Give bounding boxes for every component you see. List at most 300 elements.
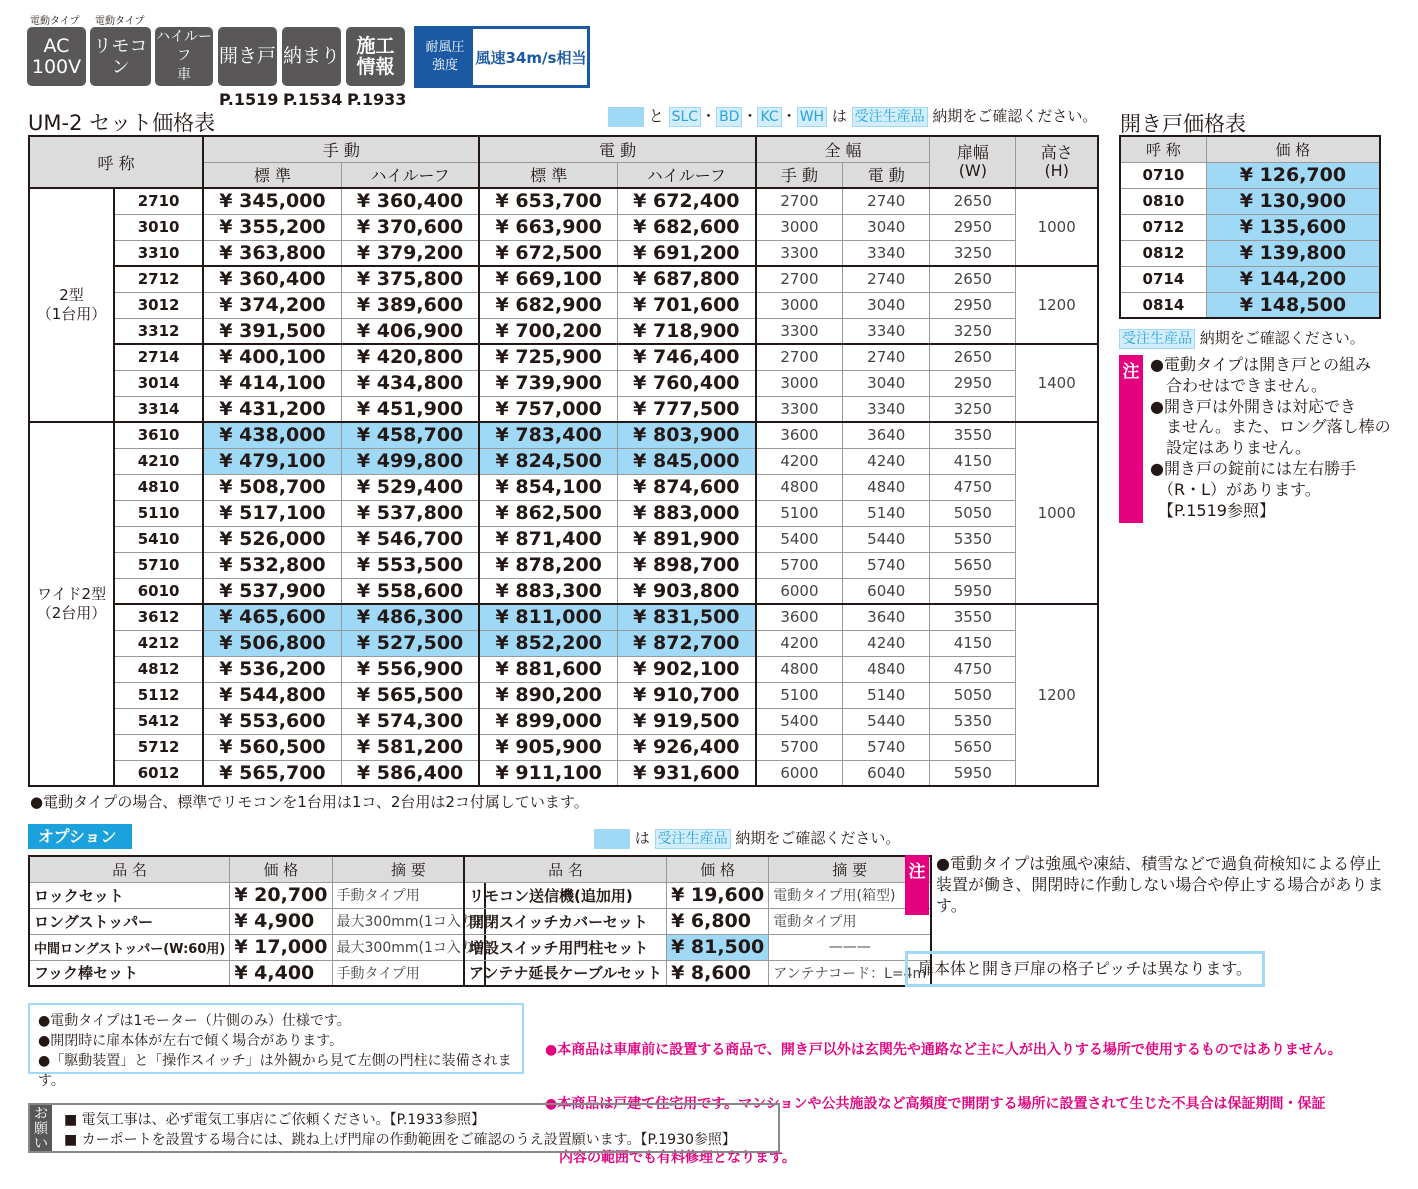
- door-width: 5950: [930, 760, 1016, 786]
- table-row: [1120, 240, 1380, 266]
- option-price: ¥ 81,500: [667, 934, 769, 960]
- col-electric-highroof: ハイルーフ: [618, 162, 756, 188]
- door-col-name: 呼 称: [1120, 136, 1206, 162]
- width-manual: 6000: [756, 578, 843, 604]
- price-manual-standard: ¥ 544,800: [203, 682, 341, 708]
- price-electric-standard: ¥ 653,700: [479, 188, 617, 214]
- price-electric-highroof: ¥ 760,400: [618, 370, 756, 396]
- width-electric: 4240: [843, 448, 930, 474]
- price-electric-highroof: ¥ 931,600: [618, 760, 756, 786]
- price-manual-standard: ¥ 479,100: [203, 448, 341, 474]
- price-manual-standard: ¥ 363,800: [203, 240, 341, 266]
- table-row: [464, 960, 931, 986]
- width-electric: 3340: [843, 396, 930, 422]
- price-electric-highroof: ¥ 831,500: [618, 604, 756, 630]
- product-code: 2714: [114, 344, 203, 370]
- width-manual: 4200: [756, 630, 843, 656]
- table-row: [464, 908, 931, 934]
- price-electric-standard: ¥ 757,000: [479, 396, 617, 422]
- door-width: 5050: [930, 682, 1016, 708]
- price-manual-highroof: ¥ 527,500: [341, 630, 479, 656]
- price-electric-highroof: ¥ 891,900: [618, 526, 756, 552]
- option-name: 開閉スイッチカバーセット: [464, 908, 667, 934]
- price-manual-highroof: ¥ 406,900: [341, 318, 479, 344]
- price-manual-highroof: ¥ 451,900: [341, 396, 479, 422]
- height-value: 1400: [1016, 344, 1098, 422]
- set-footnote: ●電動タイプの場合、標準でリモコンを1台用は1コ、2台用は2コ付属しています。: [30, 793, 589, 811]
- table-row: [29, 474, 1098, 500]
- col-door-width: 扉幅 (W): [930, 136, 1016, 188]
- product-code: 5410: [114, 526, 203, 552]
- table-row: [29, 960, 485, 986]
- height-value: 1200: [1016, 604, 1098, 786]
- table-row: [1120, 266, 1380, 292]
- price-electric-standard: ¥ 854,100: [479, 474, 617, 500]
- badge-remocon: リモコン: [90, 27, 151, 86]
- price-electric-standard: ¥ 883,300: [479, 578, 617, 604]
- table-row: [29, 396, 1098, 422]
- option-name: フック棒セット: [29, 960, 230, 986]
- product-code: 3014: [114, 370, 203, 396]
- width-electric: 2740: [843, 188, 930, 214]
- page-ref-1: P.1519: [219, 90, 279, 109]
- price-electric-highroof: ¥ 682,600: [618, 214, 756, 240]
- product-code: 3314: [114, 396, 203, 422]
- option-name: リモコン送信機(追加用): [464, 882, 667, 908]
- price-manual-standard: ¥ 360,400: [203, 266, 341, 292]
- door-notes: [1150, 355, 1391, 521]
- option-summary: 手動タイプ用: [332, 882, 485, 908]
- price-electric-highroof: ¥ 691,200: [618, 240, 756, 266]
- table-row: [29, 292, 1098, 318]
- request-box: [28, 1103, 780, 1153]
- door-width: 2650: [930, 266, 1016, 292]
- door-width: 3250: [930, 396, 1016, 422]
- product-code: 4812: [114, 656, 203, 682]
- product-code: 5110: [114, 500, 203, 526]
- option-summary: 手動タイプ用: [332, 960, 485, 986]
- door-note-line: （R・L）があります。: [1150, 479, 1321, 499]
- opt-left-col-name: 品 名: [29, 856, 230, 882]
- door-price: ¥ 148,500: [1206, 292, 1380, 318]
- width-electric: 2740: [843, 344, 930, 370]
- price-manual-standard: ¥ 517,100: [203, 500, 341, 526]
- door-width: 2950: [930, 370, 1016, 396]
- warnings: [545, 1005, 1395, 1185]
- door-price-table: [1119, 135, 1381, 319]
- price-manual-highroof: ¥ 574,300: [341, 708, 479, 734]
- price-manual-highroof: ¥ 565,500: [341, 682, 479, 708]
- width-electric: 5440: [843, 526, 930, 552]
- pitch-note: 扉本体と開き戸扉の格子ピッチは異なります。: [905, 951, 1265, 987]
- width-manual: 5400: [756, 708, 843, 734]
- product-code: 3012: [114, 292, 203, 318]
- table-row: [29, 734, 1098, 760]
- door-width: 5050: [930, 500, 1016, 526]
- width-electric: 3640: [843, 604, 930, 630]
- warning-3: 内容の範囲でも有料修理となります。: [545, 1150, 796, 1166]
- door-note-line: ●電動タイプは開き戸との組み: [1150, 355, 1372, 374]
- table-row: [29, 266, 1098, 292]
- option-summary: 電動タイプ用: [769, 908, 931, 934]
- price-electric-highroof: ¥ 845,000: [618, 448, 756, 474]
- width-electric: 4840: [843, 474, 930, 500]
- width-electric: 6040: [843, 760, 930, 786]
- product-code: 6012: [114, 760, 203, 786]
- price-manual-highroof: ¥ 434,800: [341, 370, 479, 396]
- door-width: 5350: [930, 708, 1016, 734]
- product-code: 6010: [114, 578, 203, 604]
- price-manual-standard: ¥ 465,600: [203, 604, 341, 630]
- options-table-right: [463, 855, 932, 987]
- option-price: ¥ 19,600: [667, 882, 769, 908]
- price-electric-standard: ¥ 669,100: [479, 266, 617, 292]
- option-name: ロックセット: [29, 882, 230, 908]
- options-note-label: 注: [905, 855, 929, 915]
- door-width: 4150: [930, 448, 1016, 474]
- door-note-label: 注: [1119, 355, 1143, 523]
- col-electric: 電 動: [479, 136, 755, 162]
- legend-dot: ・: [781, 107, 797, 125]
- width-manual: 2700: [756, 266, 843, 292]
- table-row: [29, 630, 1098, 656]
- table-row: [29, 448, 1098, 474]
- price-manual-highroof: ¥ 546,700: [341, 526, 479, 552]
- legend-and: と: [648, 107, 664, 125]
- product-code: 5712: [114, 734, 203, 760]
- type-tag-2: 電動タイプ: [95, 16, 145, 27]
- price-manual-standard: ¥ 506,800: [203, 630, 341, 656]
- legend-text: 納期をご確認ください。: [932, 107, 1098, 125]
- door-note-line: 設定はありません。: [1150, 438, 1311, 458]
- table-row: [29, 578, 1098, 604]
- price-manual-highroof: ¥ 458,700: [341, 422, 479, 448]
- price-manual-highroof: ¥ 581,200: [341, 734, 479, 760]
- door-width: 2650: [930, 344, 1016, 370]
- price-manual-highroof: ¥ 499,800: [341, 448, 479, 474]
- door-col-price: 価 格: [1206, 136, 1380, 162]
- wind-label: 耐風圧 強度: [417, 29, 473, 85]
- table-row: [29, 760, 1098, 786]
- price-electric-highroof: ¥ 701,600: [618, 292, 756, 318]
- door-note-line: ●開き戸は外開きは対応でき: [1150, 396, 1356, 416]
- wind-resistance-box: [414, 26, 590, 88]
- option-name: 増設スイッチ用門柱セット: [464, 934, 667, 960]
- options-title: オプション: [28, 824, 132, 849]
- price-manual-standard: ¥ 553,600: [203, 708, 341, 734]
- door-price: ¥ 135,600: [1206, 214, 1380, 240]
- width-manual: 5400: [756, 526, 843, 552]
- price-electric-standard: ¥ 878,200: [479, 552, 617, 578]
- spec-bullets: [28, 1003, 524, 1089]
- price-manual-standard: ¥ 508,700: [203, 474, 341, 500]
- price-manual-standard: ¥ 537,900: [203, 578, 341, 604]
- table-row: [1120, 188, 1380, 214]
- legend-made-to-order: 受注生産品: [852, 107, 928, 127]
- price-electric-standard: ¥ 852,200: [479, 630, 617, 656]
- options-table-left: [28, 855, 486, 987]
- width-manual: 3300: [756, 318, 843, 344]
- price-electric-standard: ¥ 881,600: [479, 656, 617, 682]
- options-legend-text: 納期をご確認ください。: [735, 829, 901, 847]
- page-ref-2: P.1534: [283, 90, 343, 109]
- price-electric-highroof: ¥ 687,800: [618, 266, 756, 292]
- width-electric: 5740: [843, 734, 930, 760]
- set-legend: [608, 105, 1097, 127]
- door-price: ¥ 139,800: [1206, 240, 1380, 266]
- price-electric-standard: ¥ 890,200: [479, 682, 617, 708]
- price-manual-standard: ¥ 532,800: [203, 552, 341, 578]
- price-electric-standard: ¥ 700,200: [479, 318, 617, 344]
- door-code: 0814: [1120, 292, 1206, 318]
- price-manual-highroof: ¥ 389,600: [341, 292, 479, 318]
- price-electric-highroof: ¥ 898,700: [618, 552, 756, 578]
- table-row: [29, 682, 1098, 708]
- price-manual-standard: ¥ 374,200: [203, 292, 341, 318]
- door-price: ¥ 144,200: [1206, 266, 1380, 292]
- width-electric: 3340: [843, 318, 930, 344]
- spec-bullet-2: ●開閉時に扉本体が左右で傾く場合があります。: [38, 1033, 344, 1049]
- option-price: ¥ 6,800: [667, 908, 769, 934]
- option-price: ¥ 4,900: [230, 908, 332, 934]
- price-manual-standard: ¥ 414,100: [203, 370, 341, 396]
- options-legend-wa: は: [634, 829, 650, 847]
- width-electric: 3340: [843, 240, 930, 266]
- width-manual: 2700: [756, 188, 843, 214]
- table-row: [1120, 292, 1380, 318]
- option-summary: 電動タイプ用(箱型): [769, 882, 931, 908]
- price-manual-highroof: ¥ 529,400: [341, 474, 479, 500]
- height-value: 1200: [1016, 266, 1098, 344]
- table-row: [1120, 162, 1380, 188]
- spec-bullet-1: ●電動タイプは1モーター（片側のみ）仕様です。: [38, 1013, 351, 1029]
- price-manual-highroof: ¥ 586,400: [341, 760, 479, 786]
- badge-ac100v: AC 100V: [27, 27, 86, 86]
- option-price: ¥ 4,400: [230, 960, 332, 986]
- width-electric: 4840: [843, 656, 930, 682]
- legend-dot: ・: [701, 107, 717, 125]
- door-code: 0714: [1120, 266, 1206, 292]
- group-label: ワイド2型 （2台用）: [29, 422, 114, 786]
- col-height: 高さ (H): [1016, 136, 1098, 188]
- table-row: [29, 188, 1098, 214]
- opt-right-col-summary: 摘 要: [769, 856, 931, 882]
- door-code: 0712: [1120, 214, 1206, 240]
- table-row: [29, 882, 485, 908]
- price-electric-highroof: ¥ 777,500: [618, 396, 756, 422]
- width-electric: 5740: [843, 552, 930, 578]
- width-electric: 3640: [843, 422, 930, 448]
- options-legend-made: 受注生産品: [655, 829, 731, 849]
- price-electric-highroof: ¥ 718,900: [618, 318, 756, 344]
- col-name: 呼 称: [29, 136, 203, 188]
- col-width-all: 全 幅: [756, 136, 930, 162]
- price-manual-standard: ¥ 560,500: [203, 734, 341, 760]
- opt-right-col-price: 価 格: [667, 856, 769, 882]
- product-code: 3610: [114, 422, 203, 448]
- product-code: 3612: [114, 604, 203, 630]
- price-manual-standard: ¥ 400,100: [203, 344, 341, 370]
- options-note: ●電動タイプは強風や凍結、積雪などで過負荷検知による停止装置が働き、開閉時に作動しない場合や停止する場合があります。: [936, 854, 1384, 915]
- width-manual: 2700: [756, 344, 843, 370]
- door-width: 4750: [930, 474, 1016, 500]
- door-note-line: ●開き戸の錠前には左右勝手: [1150, 458, 1356, 478]
- table-row: [29, 656, 1098, 682]
- door-width: 4150: [930, 630, 1016, 656]
- price-electric-highroof: ¥ 926,400: [618, 734, 756, 760]
- door-width: 2950: [930, 292, 1016, 318]
- price-electric-standard: ¥ 725,900: [479, 344, 617, 370]
- badge-swing-door: 開き戸: [218, 27, 277, 86]
- table-row: [29, 422, 1098, 448]
- price-manual-highroof: ¥ 537,800: [341, 500, 479, 526]
- option-name: アンテナ延長ケーブルセット: [464, 960, 667, 986]
- legend-blue-box: [608, 107, 644, 127]
- price-electric-standard: ¥ 862,500: [479, 500, 617, 526]
- width-electric: 5440: [843, 708, 930, 734]
- height-value: 1000: [1016, 188, 1098, 266]
- table-row: [29, 604, 1098, 630]
- width-electric: 5140: [843, 500, 930, 526]
- col-manual-standard: 標 準: [203, 162, 341, 188]
- page-ref-3: P.1933: [347, 90, 407, 109]
- legend-wa: は: [831, 107, 847, 125]
- door-code: 0810: [1120, 188, 1206, 214]
- warning-2: ●本商品は戸建て住宅用です。マンションや公共施設など高頻度で開閉する場所に設置されて生じた不具合は保証期間・保証: [545, 1096, 1326, 1112]
- table-row: [464, 882, 931, 908]
- width-manual: 3000: [756, 292, 843, 318]
- door-width: 3250: [930, 240, 1016, 266]
- door-width: 2950: [930, 214, 1016, 240]
- door-code: 0710: [1120, 162, 1206, 188]
- width-manual: 4800: [756, 474, 843, 500]
- table-row: [464, 934, 931, 960]
- width-electric: 3040: [843, 214, 930, 240]
- option-summary: アンテナコード：L=4m: [769, 960, 931, 986]
- price-electric-standard: ¥ 672,500: [479, 240, 617, 266]
- table-row: [29, 214, 1098, 240]
- price-manual-standard: ¥ 565,700: [203, 760, 341, 786]
- options-legend-blue-box: [594, 829, 630, 849]
- badge-construction-info: 施工 情報: [346, 27, 405, 86]
- badge-fit: 納まり: [282, 27, 341, 86]
- option-price: ¥ 17,000: [230, 934, 332, 960]
- legend-code-slc: SLC: [669, 107, 701, 127]
- price-electric-standard: ¥ 871,400: [479, 526, 617, 552]
- door-width: 5650: [930, 552, 1016, 578]
- badge-highroof: ハイルーフ 車: [155, 27, 213, 86]
- legend-code-bd: BD: [716, 107, 742, 127]
- price-electric-highroof: ¥ 910,700: [618, 682, 756, 708]
- price-electric-highroof: ¥ 872,700: [618, 630, 756, 656]
- product-code: 5412: [114, 708, 203, 734]
- width-manual: 3000: [756, 214, 843, 240]
- set-price-table: [28, 135, 1099, 787]
- door-code: 0812: [1120, 240, 1206, 266]
- door-width: 5650: [930, 734, 1016, 760]
- door-price: ¥ 130,900: [1206, 188, 1380, 214]
- type-tag-1: 電動タイプ: [30, 16, 80, 27]
- group-label: 2型 （1台用）: [29, 188, 114, 422]
- option-price: ¥ 8,600: [667, 960, 769, 986]
- option-summary: ———: [769, 934, 931, 960]
- price-electric-standard: ¥ 905,900: [479, 734, 617, 760]
- door-made-text: 納期をご確認ください。: [1199, 329, 1365, 347]
- request-label: お 願 い: [30, 1105, 52, 1151]
- door-width: 3250: [930, 318, 1016, 344]
- product-code: 2712: [114, 266, 203, 292]
- width-manual: 3600: [756, 604, 843, 630]
- price-electric-highroof: ¥ 746,400: [618, 344, 756, 370]
- legend-dot: ・: [742, 107, 758, 125]
- price-manual-standard: ¥ 355,200: [203, 214, 341, 240]
- price-manual-highroof: ¥ 375,800: [341, 266, 479, 292]
- product-code: 5112: [114, 682, 203, 708]
- request-line-1: ■ 電気工事は、必ず電気工事店にご依頼ください。【P.1933参照】: [64, 1112, 486, 1128]
- table-row: [29, 240, 1098, 266]
- price-electric-highroof: ¥ 903,800: [618, 578, 756, 604]
- col-manual: 手 動: [203, 136, 479, 162]
- col-electric-standard: 標 準: [479, 162, 617, 188]
- legend-code-kc: KC: [757, 107, 781, 127]
- spec-bullet-3: ●「駆動装置」と「操作スイッチ」は外観から見て左側の門柱に装備されます。: [38, 1053, 512, 1089]
- table-row: [29, 526, 1098, 552]
- door-table-title: 開き戸価格表: [1120, 112, 1246, 136]
- door-width: 3550: [930, 422, 1016, 448]
- price-manual-highroof: ¥ 379,200: [341, 240, 479, 266]
- height-value: 1000: [1016, 422, 1098, 604]
- door-made-legend: [1119, 327, 1365, 349]
- price-manual-highroof: ¥ 360,400: [341, 188, 479, 214]
- width-electric: 2740: [843, 266, 930, 292]
- price-manual-highroof: ¥ 420,800: [341, 344, 479, 370]
- price-electric-highroof: ¥ 902,100: [618, 656, 756, 682]
- price-manual-highroof: ¥ 558,600: [341, 578, 479, 604]
- product-code: 3310: [114, 240, 203, 266]
- width-electric: 3040: [843, 370, 930, 396]
- opt-left-col-summary: 摘 要: [332, 856, 485, 882]
- table-row: [1120, 214, 1380, 240]
- price-electric-standard: ¥ 911,100: [479, 760, 617, 786]
- table-row: [29, 344, 1098, 370]
- table-row: [29, 552, 1098, 578]
- price-electric-highroof: ¥ 874,600: [618, 474, 756, 500]
- option-price: ¥ 20,700: [230, 882, 332, 908]
- price-manual-standard: ¥ 438,000: [203, 422, 341, 448]
- product-code: 4810: [114, 474, 203, 500]
- price-electric-standard: ¥ 899,000: [479, 708, 617, 734]
- price-electric-standard: ¥ 663,900: [479, 214, 617, 240]
- option-name: 中間ロングストッパー(W:60用): [29, 934, 230, 960]
- option-name: ロングストッパー: [29, 908, 230, 934]
- table-row: [29, 370, 1098, 396]
- price-electric-highroof: ¥ 883,000: [618, 500, 756, 526]
- width-manual: 4200: [756, 448, 843, 474]
- options-legend: [594, 827, 900, 849]
- warning-1: ●本商品は車庫前に設置する商品で、開き戸以外は玄関先や通路など主に人が出入りする場所で使用するものではありません。: [545, 1042, 1342, 1058]
- wind-value: 風速34m/s相当: [475, 48, 587, 67]
- price-manual-highroof: ¥ 486,300: [341, 604, 479, 630]
- door-note-line: 【P.1519参照】: [1150, 500, 1275, 520]
- product-code: 4212: [114, 630, 203, 656]
- opt-left-col-price: 価 格: [230, 856, 332, 882]
- price-electric-standard: ¥ 824,500: [479, 448, 617, 474]
- door-made-chip: 受注生産品: [1119, 329, 1195, 349]
- opt-right-col-name: 品 名: [464, 856, 667, 882]
- width-manual: 3300: [756, 396, 843, 422]
- table-row: [29, 934, 485, 960]
- width-manual: 5100: [756, 500, 843, 526]
